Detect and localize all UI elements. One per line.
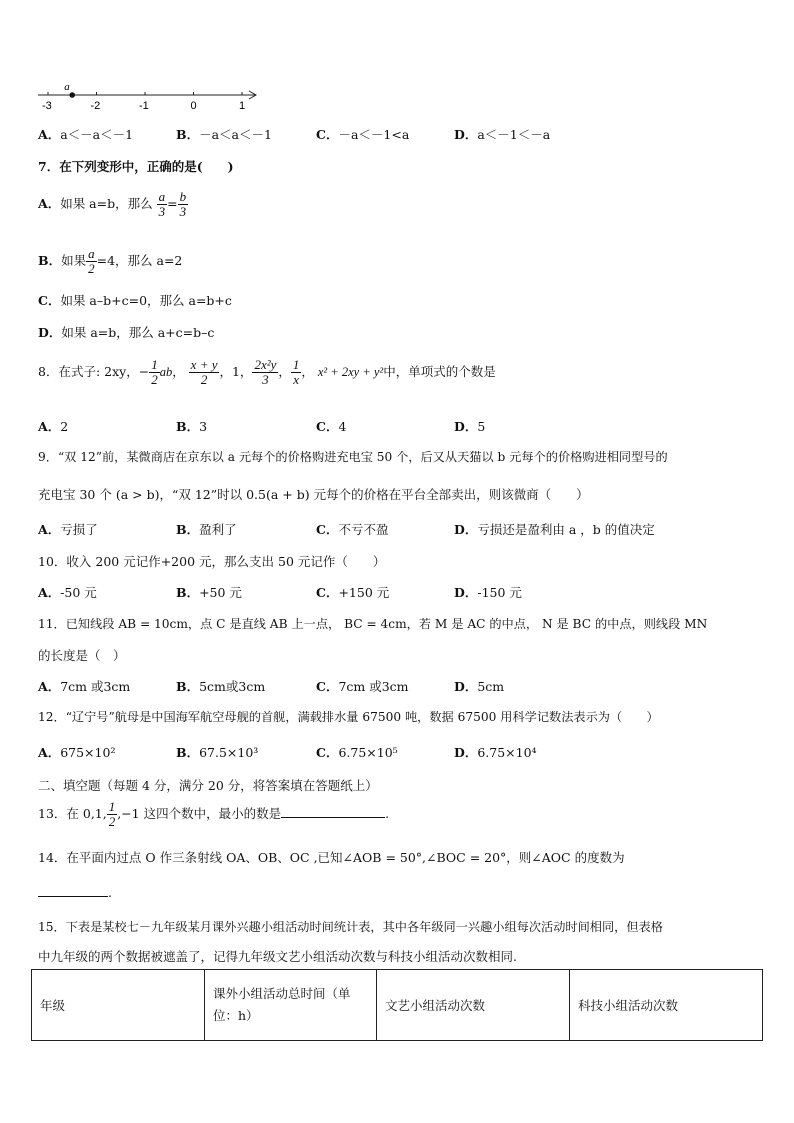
q6-option-a[interactable]: A．a＜－a＜－1 bbox=[38, 127, 134, 142]
q14-answer-line: . bbox=[38, 884, 112, 900]
q12-option-d[interactable]: D．6.75×10⁴ bbox=[454, 745, 537, 760]
q7-option-c[interactable]: C．如果 a–b+c=0，那么 a=b+c bbox=[38, 293, 232, 308]
table-header-cell: 年级 bbox=[32, 970, 205, 1041]
fraction: $\frac{1}{2}$ bbox=[108, 799, 116, 829]
q8-option-a[interactable]: A．2 bbox=[38, 419, 69, 434]
q9-option-c[interactable]: C．不亏不盈 bbox=[316, 522, 389, 537]
activity-stats-table bbox=[31, 969, 763, 1041]
q7-option-b[interactable]: B．如果 $\frac{a}{2}$ =4，那么 a=2 bbox=[38, 246, 183, 276]
q15-stem-line1: 15．下表是某校七－九年级某月课外兴趣小组活动时间统计表，其中各年级同一兴趣小组每次活动时间相同，但表格 bbox=[38, 920, 663, 934]
fraction: $\frac{b}{3}$ bbox=[179, 189, 187, 219]
q12-stem: 12．“辽宁号”航母是中国海军航空母舰的首舰，满载排水量 67500 吨，数据 67500 用科学记数法表示为（ ） bbox=[38, 710, 659, 724]
q13-answer-blank[interactable] bbox=[281, 805, 385, 818]
number-line-tick-label: -1 bbox=[139, 100, 149, 112]
number-line-tick-label: 1 bbox=[239, 100, 246, 112]
q6-option-d[interactable]: D．a＜－1＜－a bbox=[454, 127, 551, 142]
q10-stem: 10．收入 200 元记作+200 元，那么支出 50 元记作（ ） bbox=[38, 554, 386, 569]
q10-option-d[interactable]: D．-150 元 bbox=[454, 585, 522, 600]
q15-stem-line2: 中九年级的两个数据被遮盖了，记得九年级文艺小组活动次数与科技小组活动次数相同. bbox=[38, 949, 517, 964]
q6-option-b[interactable]: B．－a＜a＜－1 bbox=[176, 127, 272, 142]
q10-option-c[interactable]: C．+150 元 bbox=[316, 585, 390, 600]
q8-option-c[interactable]: C．4 bbox=[316, 419, 347, 434]
fraction: $\frac{x + y}{2}$ bbox=[190, 357, 218, 387]
q9-option-b[interactable]: B．盈利了 bbox=[176, 522, 237, 537]
fraction: $\frac{a}{2}$ bbox=[88, 246, 95, 276]
q12-option-b[interactable]: B．67.5×10³ bbox=[176, 745, 259, 760]
fraction: $\frac{1}{x}$ bbox=[292, 357, 300, 387]
q9-stem-line2: 充电宝 30 个 (a > b)，“双 12”时以 0.5(a + b) 元每个的价格在平台全部卖出，则该微商（ ） bbox=[38, 487, 589, 502]
q14-stem-line1: 14．在平面内过点 O 作三条射线 OA、OB、OC ,已知∠AOB = 50°,∠BOC = 20°，则∠AOC 的度数为 bbox=[38, 850, 625, 865]
q7-option-d[interactable]: D．如果 a=b，那么 a+c=b–c bbox=[38, 325, 215, 340]
q6-option-c[interactable]: C．－a＜－1<a bbox=[316, 127, 410, 142]
number-line-tick-label: 0 bbox=[190, 100, 197, 112]
q10-option-a[interactable]: A．-50 元 bbox=[38, 585, 97, 600]
q11-stem-line1: 11．已知线段 AB = 10cm，点 C 是直线 AB 上一点， BC = 4cm，若 M 是 AC 的中点， N 是 BC 的中点，则线段 MN bbox=[38, 617, 708, 631]
q11-stem-line2: 的长度是（ ） bbox=[38, 648, 126, 663]
number-line-point-a bbox=[69, 92, 75, 98]
q8-option-d[interactable]: D．5 bbox=[454, 419, 486, 434]
table-header-cell: 文艺小组活动次数 bbox=[377, 970, 570, 1041]
q12-option-c[interactable]: C．6.75×10⁵ bbox=[316, 745, 398, 760]
q8-option-b[interactable]: B．3 bbox=[176, 419, 208, 434]
q8-stem: 8．在式子: 2xy，− $\frac{1}{2}$ ab， $\frac{x + y}{2}$ ，1， $\frac{\text{2x²y}}{3}$ ， $\frac{1}{x}$ ， x² + 2xy + y²中，单项式的个数是 bbox=[38, 357, 496, 387]
table-header-cell: 课外小组活动总时间（单位：h） bbox=[205, 970, 377, 1041]
section-heading-fill-in: 二、填空题（每题 4 分，满分 20 分，将答案填在答题纸上） bbox=[38, 778, 378, 793]
q9-option-d[interactable]: D．亏损还是盈利由 a ，b 的值决定 bbox=[454, 522, 655, 537]
q7-option-a[interactable]: A．如果 a=b，那么 $\frac{a}{3}$ = $\frac{b}{3}$ bbox=[38, 189, 187, 219]
table-header-row bbox=[32, 970, 763, 1041]
q12-option-a[interactable]: A．675×10² bbox=[38, 745, 116, 760]
fraction: $\frac{1}{2}$ bbox=[151, 357, 158, 387]
number-line-tick-label: -3 bbox=[42, 100, 52, 112]
q7-stem: 7．在下列变形中，正确的是( ) bbox=[38, 159, 234, 174]
q13-stem: 13．在 0,1, $\frac{1}{2}$ ,−1 这四个数中，最小的数是 . bbox=[38, 799, 390, 829]
q14-answer-blank[interactable] bbox=[38, 884, 108, 897]
q10-option-b[interactable]: B．+50 元 bbox=[176, 585, 242, 600]
q11-option-d[interactable]: D．5cm bbox=[454, 679, 505, 694]
table-header-cell: 科技小组活动次数 bbox=[570, 970, 763, 1041]
q9-stem-line1: 9．“双 12”前，某微商店在京东以 a 元每个的价格购进充电宝 50 个，后又从天猫以 b 元每个的价格购进相同型号的 bbox=[38, 450, 668, 464]
number-line bbox=[30, 78, 270, 112]
number-line-tick-label: -2 bbox=[90, 100, 101, 112]
number-line-point-label: a bbox=[64, 81, 70, 93]
q11-option-c[interactable]: C．7cm 或3cm bbox=[316, 679, 409, 694]
q11-option-b[interactable]: B．5cm或3cm bbox=[176, 679, 266, 694]
q11-option-a[interactable]: A．7cm 或3cm bbox=[38, 679, 131, 694]
fraction: $\frac{a}{3}$ bbox=[158, 189, 166, 219]
fraction: $\frac{\text{2x²y}}{3}$ bbox=[254, 357, 277, 387]
q9-option-a[interactable]: A．亏损了 bbox=[38, 522, 98, 537]
